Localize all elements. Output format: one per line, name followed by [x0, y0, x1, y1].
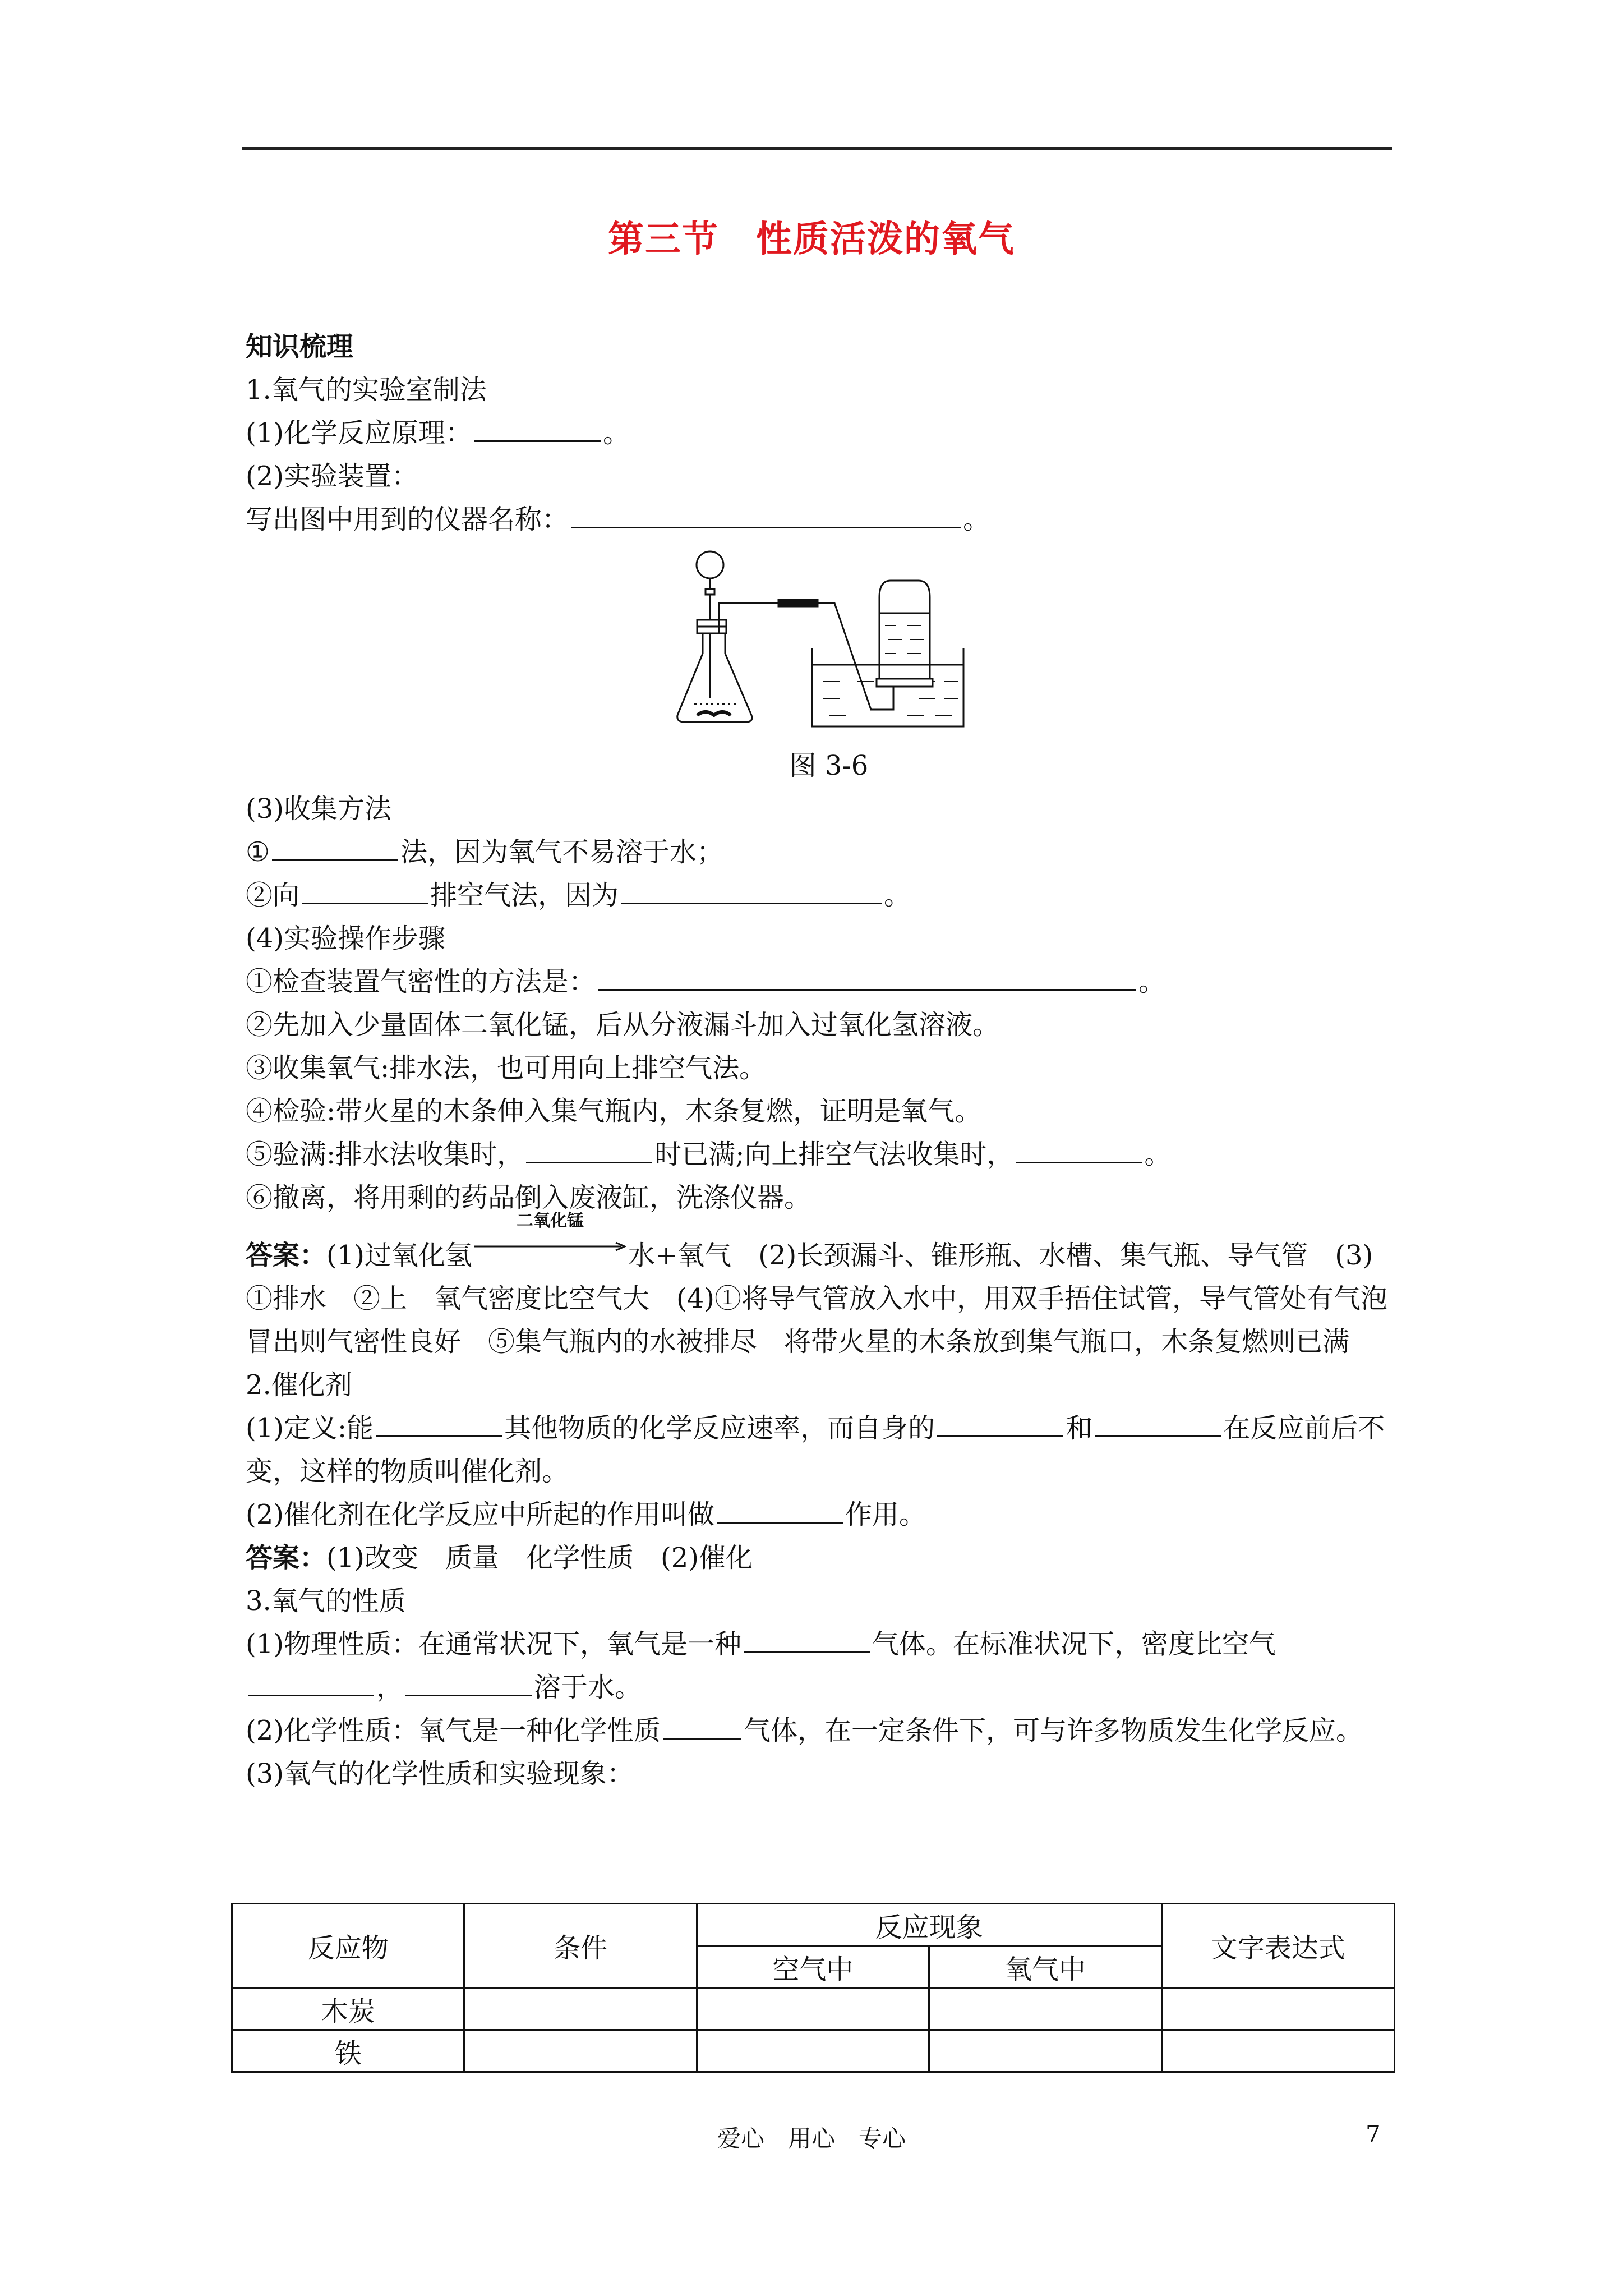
s3-table-intro: (3)氧气的化学性质和实验现象： [246, 1758, 634, 1789]
s1-step-1 [246, 960, 1412, 1004]
empty-cell [697, 1988, 929, 2030]
delivery-tube-lower [818, 603, 893, 710]
s1-answer-a: (1)过氧化氢 [326, 1240, 473, 1271]
airtightness-blank [598, 961, 1136, 991]
s3-phys-d: 溶于水。 [534, 1672, 642, 1703]
page-title: 第三节 性质活泼的氧气 [608, 218, 1015, 260]
s1-c1-text: 法，因为氧气不易溶于水； [400, 836, 724, 868]
empty-cell [1161, 1988, 1394, 2030]
manganese-dioxide [697, 712, 731, 715]
header-phenomenon: 反应现象 [697, 1904, 1161, 1946]
air-full-blank [1016, 1134, 1142, 1163]
s2-def-d: 在反应前后不变，这样的物质叫催化剂。 [246, 1412, 1385, 1487]
s1-steps-heading: (4)实验操作步骤 [246, 923, 445, 954]
s3-phys-a: (1)物理性质：在通常状况下，氧气是一种 [246, 1628, 741, 1660]
empty-cell [464, 1988, 697, 2030]
bottle-shelf [877, 679, 933, 687]
s1-step-3: ③收集氧气:排水法，也可用向上排空气法。 [246, 1052, 767, 1084]
s1-collection-heading: (3)收集方法 [246, 793, 391, 825]
footer-motto: 爱心 用心 专心 [717, 2125, 906, 2152]
s1-c2-end: 。 [884, 880, 911, 911]
s1-collection-1 [246, 831, 1412, 874]
apparatus-diagram [672, 547, 986, 738]
s1-step5-b: 时已满;向上排空气法收集时， [654, 1139, 1014, 1170]
reactant-cell: 铁 [232, 2030, 464, 2072]
change-blank [376, 1407, 502, 1437]
s1-answer-continued: ①排水 ②上 氧气密度比空气大 (4)①将导气管放入水中，用双手捂住试管，导气管处有气泡冒出则气密性良好 ⑤集气瓶内的水被排尽 将带火星的木条放到集气瓶口，木条复燃则已满 [246, 1283, 1387, 1358]
density-blank [248, 1667, 374, 1696]
s1-principle-end: 。 [603, 417, 630, 449]
s1-step1-end: 。 [1138, 966, 1166, 997]
s1-collection-2 [246, 874, 1412, 917]
activity-blank [663, 1710, 741, 1740]
s1-heading: 1.氧气的实验室制法 [246, 374, 487, 406]
conical-flask [677, 633, 752, 722]
s1-c2-text: 排空气法，因为 [430, 880, 619, 911]
s1-answer-b: 水+氧气 (2)长颈漏斗、锥形瓶、水槽、集气瓶、导气管 (3) [628, 1240, 1373, 1271]
s1-instruments-end: 。 [963, 504, 990, 535]
stopcock [706, 589, 714, 595]
s3-chemical [246, 1709, 1412, 1752]
s1-instruments-label: 写出图中用到的仪器名称： [246, 504, 569, 535]
s1-step-2: ②先加入少量固体二氧化锰，后从分液漏斗加入过氧化氢溶液。 [246, 1009, 1000, 1041]
s2-answer-label: 答案： [246, 1542, 327, 1573]
s1-step-6: ⑥撤离，将用剩的药品倒入废液缸，洗涤仪器。 [246, 1182, 811, 1213]
reactant-cell: 木炭 [232, 1988, 464, 2030]
s1-step-5 [246, 1133, 1412, 1176]
header-in-oxygen: 氧气中 [929, 1946, 1161, 1988]
header-rule [242, 147, 1392, 150]
s3-chem-a: (2)化学性质：氧气是一种化学性质 [246, 1715, 661, 1746]
s2-definition [246, 1407, 1412, 1493]
s1-step5-end: 。 [1144, 1139, 1172, 1170]
principle-blank [474, 412, 601, 442]
collection-method-blank [272, 831, 398, 861]
section-heading: 知识梳理 [246, 331, 354, 362]
figure-caption: 图 3-6 [789, 750, 869, 781]
document-body [246, 325, 1412, 1796]
header-condition: 条件 [464, 1904, 697, 1988]
s2-answer-line [246, 1536, 1412, 1580]
s3-chem-b: 气体，在一定条件下，可与许多物质发生化学反应。 [744, 1715, 1363, 1746]
s1-step-4: ④检验:带火星的木条伸入集气瓶内，木条复燃，证明是氧气。 [246, 1096, 982, 1127]
empty-cell [697, 2030, 929, 2072]
s2-def-a: (1)定义:能 [246, 1412, 374, 1444]
table-header-row [232, 1904, 1395, 1946]
s2-def-b: 其他物质的化学反应速率，而自身的 [504, 1412, 935, 1444]
s1-step5-a: ⑤验满:排水法收集时， [246, 1139, 524, 1170]
delivery-tube-upper [719, 603, 778, 633]
reaction-arrow [474, 1211, 626, 1264]
solubility-blank [405, 1667, 532, 1696]
s1-apparatus-line: (2)实验装置： [246, 461, 418, 492]
bottle-water-lines [885, 625, 924, 654]
color-odor-blank [744, 1623, 870, 1653]
header-expression: 文字表达式 [1161, 1904, 1394, 1988]
s1-principle-line [246, 412, 1412, 455]
table-row [232, 2030, 1395, 2072]
reason-blank [621, 875, 882, 904]
s1-step1-label: ①检查装置气密性的方法是： [246, 966, 596, 997]
s1-c1-label: ① [246, 836, 270, 868]
catalysis-blank [717, 1494, 843, 1524]
s3-physical-2 [246, 1666, 1412, 1709]
empty-cell [1161, 2030, 1394, 2072]
s2-heading: 2.催化剂 [246, 1369, 352, 1401]
water-full-blank [526, 1134, 652, 1163]
apparatus-figure [246, 547, 1412, 788]
funnel-bulb [697, 551, 723, 578]
header-reactant: 反应物 [232, 1904, 464, 1988]
instruments-blank [571, 499, 961, 528]
header-in-air: 空气中 [697, 1946, 929, 1988]
s3-heading: 3.氧气的性质 [246, 1585, 406, 1617]
table-row [232, 1988, 1395, 2030]
empty-cell [929, 2030, 1161, 2072]
s2-def-c: 和 [1066, 1412, 1093, 1444]
s1-instruments-line [246, 498, 1412, 541]
catalyst-label: 二氧化锰 [517, 1211, 584, 1231]
s2-role-b: 作用。 [845, 1499, 926, 1530]
s1-answer-line [246, 1211, 1412, 1277]
direction-blank [302, 875, 428, 904]
oxygen-properties-table [231, 1903, 1395, 2073]
rubber-connector [778, 600, 818, 606]
empty-cell [464, 2030, 697, 2072]
s2-answer-text: (1)改变 质量 化学性质 (2)催化 [326, 1542, 753, 1573]
s3-phys-b: 气体。在标准状况下，密度比空气 [872, 1628, 1276, 1660]
s1-answer-label: 答案： [246, 1240, 327, 1271]
empty-cell [929, 1988, 1161, 2030]
s1-principle-label: (1)化学反应原理： [246, 417, 472, 449]
chem-property-blank [1095, 1407, 1221, 1437]
s3-phys-c: ， [376, 1672, 404, 1703]
s2-role [246, 1493, 1412, 1536]
s3-physical-1 [246, 1623, 1412, 1666]
mass-blank [937, 1407, 1063, 1437]
arrow-icon [474, 1241, 626, 1252]
s1-c2-label: ②向 [246, 880, 300, 911]
page-number: 7 [1366, 2120, 1381, 2148]
s2-role-a: (2)催化剂在化学反应中所起的作用叫做 [246, 1499, 714, 1530]
